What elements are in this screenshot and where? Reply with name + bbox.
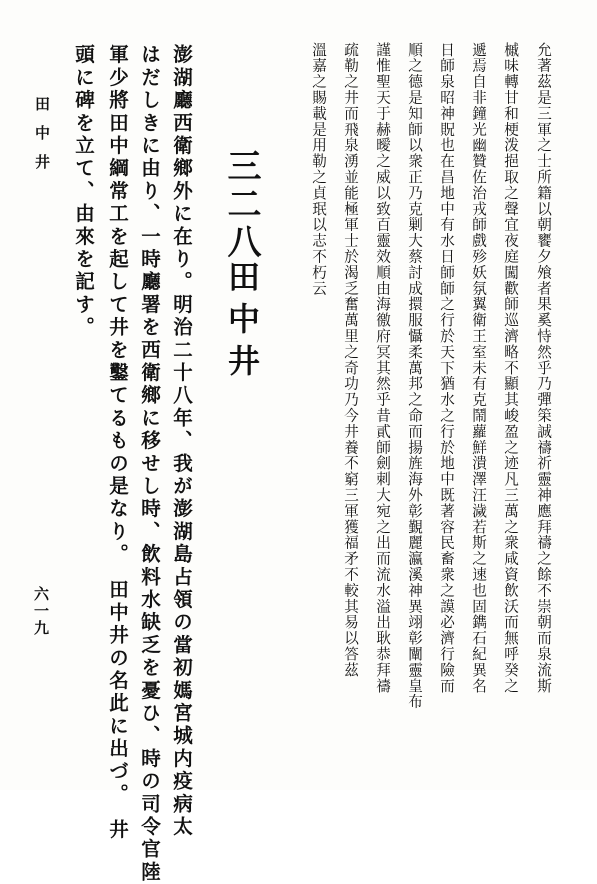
inscription-column: 遞焉自非鐘光幽贊佐治戎師戲殄妖氛翼衛王室未有克鬧蘿鮮潰澤汪濊若斯之速也固鐫石紀異名 — [470, 42, 487, 694]
entry-number: 三二八 — [221, 148, 261, 262]
entry-title: 田中井 — [223, 260, 261, 386]
body-text-column: はだしきに由り、一時廳署を西衛鄉に移せし時、飲料水缺乏を憂ひ、時の司令官陸 — [138, 44, 161, 884]
inscription-column: 允著茲是三軍之士所籍以朝饔夕飧者果奚恃然乎乃彈筞誠禱祈靈神應拜禱之餘不崇朝而泉流斯 — [535, 42, 552, 694]
inscription-column: 槭味轉甘和梗泼挹取之聲宜夜庭闖歡師巡濟略不顯其峻盈之迹凡三萬之衆咸資飲沃而無呼癸之 — [502, 42, 519, 694]
page-number: 六一九 — [32, 586, 50, 637]
inscription-column: 謹惟聖天于赫曖之威以致百靈效順由海徼府冥其然乎昔貳師劍刺大宛之出而流水溢出耿恭拜禱 — [374, 42, 391, 694]
body-text-column: 頭に碑を立て、由來を記す。 — [72, 44, 95, 340]
body-text-column: 軍少將田中綱常工を起して井を鑿てるもの是なり。 田中井の名此に出づ。 井 — [106, 44, 129, 842]
inscription-column: 順之德是知師以衆正乃克剿大蔡討成擐服懾柔萬邦之命而揚旌海外彰覲麗瀛溪神異翊彰闡靈皇布 — [406, 42, 423, 710]
margin-running-title: 田中井 — [33, 96, 51, 183]
body-text-column: 澎湖廳西衛鄉外に在り。明治二十八年、我が澎湖島占領の當初媽宮城内疫病太 — [170, 44, 193, 839]
inscription-column: 溫嘉之賜載是用勒之貞珉以志不朽云 — [310, 42, 327, 297]
inscription-column: 日師泉昭神貺也在昌地中有水日師師之行於天下猶水之行於地中既著容民畜衆之謨必濟行險而 — [438, 42, 455, 694]
inscription-column: 疏勒之井而飛泉湧並能極軍士於渴乏奮萬里之奇功乃今井養不窮三軍獲福矛不較其易以答茲 — [342, 42, 359, 678]
